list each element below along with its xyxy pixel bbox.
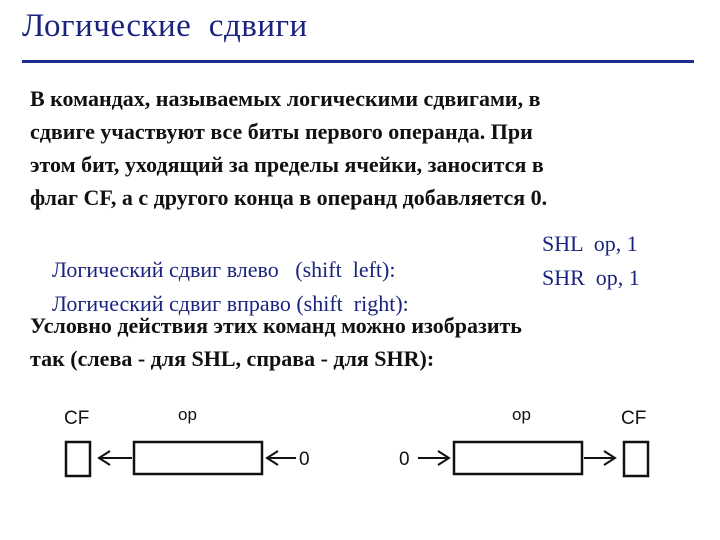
command-code: SHR op, 1 [542,265,640,290]
paragraph-line: В командах, называемых логическими сдвигами, в [30,86,541,111]
command-label: Логический сдвиг вправо (shift right): [52,291,409,316]
shift-diagram [0,390,720,510]
cf-label: CF [621,408,647,429]
operand-box [454,442,582,474]
paragraph-line: этом бит, уходящий за пределы ячейки, заносится в [30,152,544,177]
command-label: Логический сдвиг влево (shift left): [52,257,396,282]
title-divider [22,60,694,63]
cf-box [66,442,90,476]
description-paragraph [30,82,700,214]
zero-input: 0 [299,449,310,470]
shr-diagram [399,405,648,476]
command-code: SHL op, 1 [542,231,638,256]
paragraph-line: сдвиге участвуют все биты первого операнда. При [30,119,533,144]
page-title: Логические сдвиги [22,8,308,44]
paragraph-line: флаг CF, а с другого конца в операнд добавляется 0. [30,185,548,210]
operand-label: op [178,405,197,424]
diagram-intro-paragraph [30,309,700,375]
zero-input: 0 [399,449,410,470]
cf-label: CF [64,408,90,429]
operand-box [134,442,262,474]
cf-box [624,442,648,476]
shl-diagram [64,405,310,476]
operand-label: op [512,405,531,424]
paragraph-line: Условно действия этих команд можно изобразить [30,313,522,338]
paragraph-line: так (слева - для SHL, справа - для SHR): [30,346,435,371]
